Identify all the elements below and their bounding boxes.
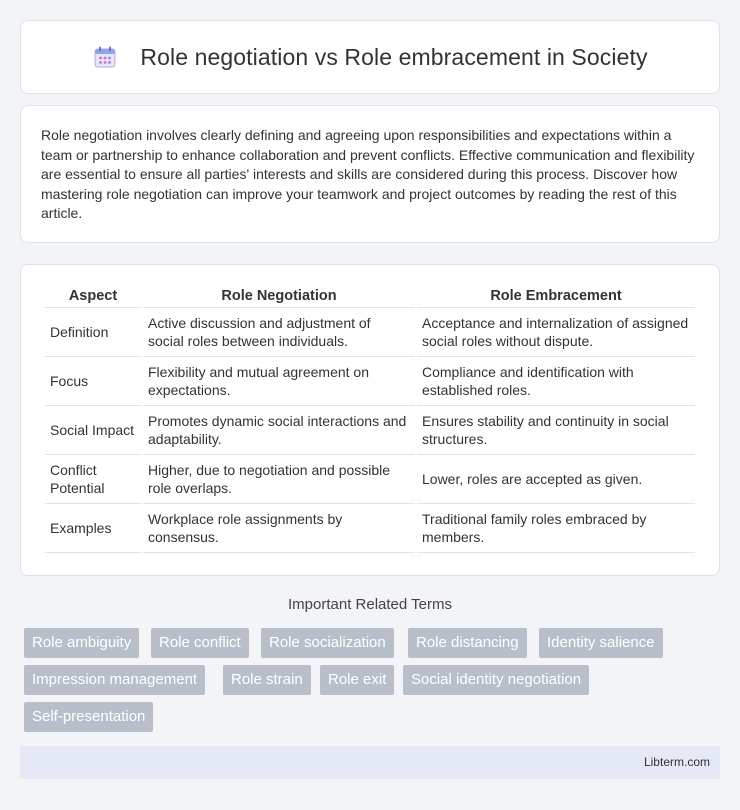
row-negotiation: Workplace role assignments by consensus. [143, 504, 415, 553]
tag-impression-management[interactable]: Impression management [24, 665, 205, 695]
tag-role-conflict[interactable]: Role conflict [151, 628, 249, 658]
table-row [45, 504, 695, 553]
header-aspect: Aspect [45, 285, 141, 308]
tag-role-distancing[interactable]: Role distancing [408, 628, 527, 658]
intro-text: Role negotiation involves clearly defining and agreeing upon responsibilities and expectations within a team or partnership to enhance collaboration and prevent conflicts. Effective communication and flexibility are essential to ensure all parties' interests and skills are considered during this process. Discover how mastering role negotiation can improve your teamwork and project outcomes by reading the rest of this article. [41, 127, 695, 221]
row-embracement: Ensures stability and continuity in social structures. [417, 406, 695, 455]
tag-role-socialization[interactable]: Role socialization [261, 628, 394, 658]
row-embracement: Compliance and identification with established roles. [417, 357, 695, 406]
row-aspect: Examples [45, 504, 141, 553]
row-aspect: Social Impact [45, 406, 141, 455]
row-embracement: Traditional family roles embraced by members. [417, 504, 695, 553]
row-aspect: Definition [45, 308, 141, 357]
table-row [45, 357, 695, 406]
row-negotiation: Active discussion and adjustment of social roles between individuals. [143, 308, 415, 357]
table-row [45, 406, 695, 455]
table-row [45, 308, 695, 357]
row-aspect: Conflict Potential [45, 455, 141, 504]
header-role-embracement: Role Embracement [417, 285, 695, 308]
row-negotiation: Promotes dynamic social interactions and adaptability. [143, 406, 415, 455]
related-terms-title: Important Related Terms [288, 596, 452, 613]
tag-social-identity-negotiation[interactable]: Social identity negotiation [403, 665, 589, 695]
tag-role-exit[interactable]: Role exit [320, 665, 394, 695]
title-card [20, 20, 720, 94]
footer [20, 746, 720, 779]
tag-identity-salience[interactable]: Identity salience [539, 628, 663, 658]
calendar-icon [92, 44, 118, 70]
row-negotiation: Higher, due to negotiation and possible role overlaps. [143, 455, 415, 504]
tag-self-presentation[interactable]: Self-presentation [24, 702, 153, 732]
tag-role-ambiguity[interactable]: Role ambiguity [24, 628, 139, 658]
intro-card [20, 105, 720, 243]
header-role-negotiation: Role Negotiation [143, 285, 415, 308]
page-title: Role negotiation vs Role embracement in Society [140, 43, 648, 70]
comparison-table-card [20, 264, 720, 576]
row-embracement: Lower, roles are accepted as given. [417, 455, 695, 504]
row-embracement: Acceptance and internalization of assigned social roles without dispute. [417, 308, 695, 357]
row-negotiation: Flexibility and mutual agreement on expectations. [143, 357, 415, 406]
tag-role-strain[interactable]: Role strain [223, 665, 311, 695]
footer-site-link[interactable]: Libterm.com [643, 755, 710, 769]
comparison-table [43, 285, 697, 553]
table-header-row [45, 285, 695, 308]
row-aspect: Focus [45, 357, 141, 406]
table-row [45, 455, 695, 504]
